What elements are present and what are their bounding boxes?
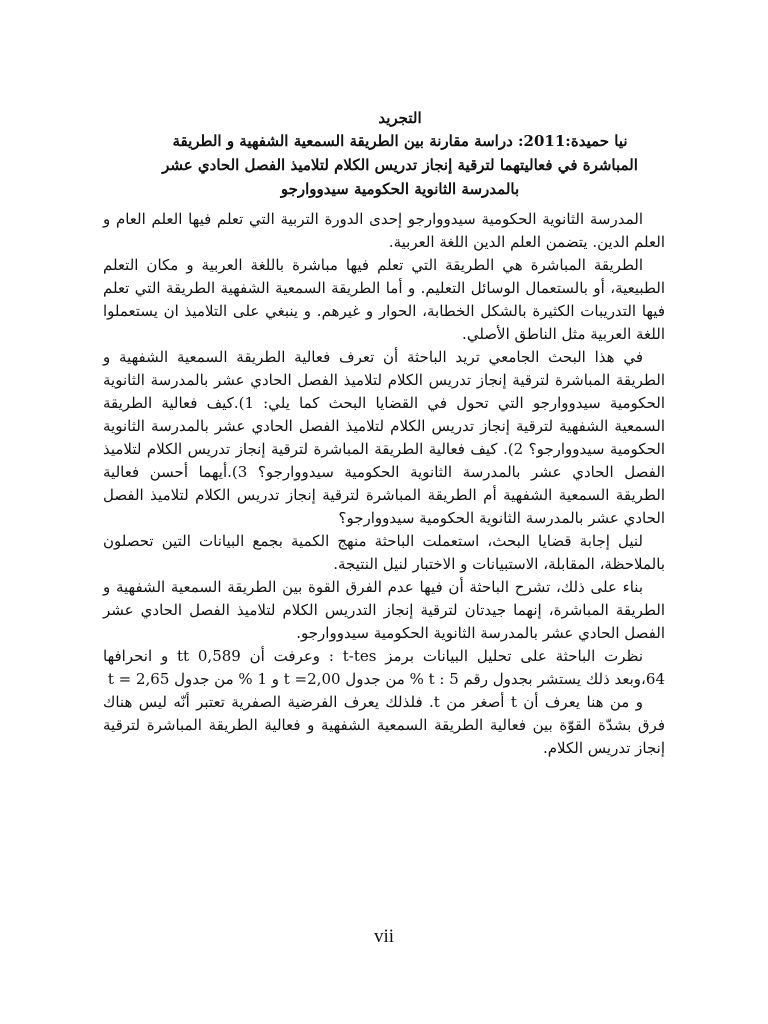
paragraph-conclusion: و من هنا يعرف أن t أصغر من t. فلذلك يعرف الفرضية الصفرية تعتبر أنّه ليس هناك فرق بشدّة القوّة بين فعالية الطريقة السمعية الشفهية و فعالية الطريقة المباشرة لترقية إنجاز تدريس الكلام. <box>103 693 665 757</box>
paragraph-school: المدرسة الثانوية الحكومية سيدووارجو إحدى الدورة التربية التي تعلم فيها العلم العام و العلم الدين. يتضمن العلم الدين اللغة العربية. <box>103 210 665 251</box>
paragraph-methodology: لنيل إجابة قضايا البحث، استعملت الباحثة منهج الكمية بجمع البيانات التين تحصلون بالملاحظة، المقابلة، الاستبيانات و الاختبار لنيل النتيجة. <box>103 532 665 573</box>
thesis-heading-line-2: المباشرة في فعاليتهما لترقية إنجاز تدريس الكلام لتلاميذ الفصل الحادي عشر <box>162 156 638 174</box>
thesis-heading-line-1: نيا حميدة:2011: دراسة مقارنة بين الطريقة السمعية الشفهية و الطريقة <box>172 132 628 150</box>
paragraph-research-questions: في هذا البحث الجامعي تريد الباحثة أن تعرف فعالية الطريقة السمعية الشفهية و الطريقة المباشرة لترقية إنجاز تدريس الكلام لتلاميذ الفصل الحادي عشر بالمدرسة الثانوية الحكومية سيدووارجو التي تحول في القضايا البحث كما يلي: 1).كيف فعالية الطريقة السمعية الشفهية لترقية إنجاز تدريس الكلام لتلاميذ الفصل الحادي عشر بالمدرسة الثانوية الحكومية سيدووارجو؟ 2). كيف فعالية الطريقة المباشرة لترقية إنجاز تدريس الكلام لتلاميذ الفصل الحادي عشر بالمدرسة الثانوية الحكومية سيدووارجو؟ 3).أيهما أحسن فعالية الطريقة السمعية الشفهية أم الطريقة المباشرة لترقية إنجاز تدريس الكلام لتلاميذ الفصل الحادي عشر بالمدرسة الثانوية الحكومية سيدووارجو؟ <box>103 348 665 527</box>
abstract-body <box>103 208 665 760</box>
thesis-heading-line-3: بالمدرسة الثانوية الحكومية سيدووارجو <box>280 180 520 198</box>
document-title: التجريد <box>378 109 422 127</box>
page-number: vii <box>373 926 395 947</box>
paragraph-findings: بناء على ذلك، تشرح الباحثة أن فيها عدم الفرق القوة بين الطريقة السمعية الشفهية و الطريقة المباشرة، إنهما جيدتان لترقية إنجاز التدريس الكلام لتلاميذ الفصل الحادي عشر الفصل الحادي عشر بالمدرسة الثانوية الحكومية سيدووارجو. <box>103 578 665 642</box>
paragraph-statistics: نظرت الباحثة على تحليل البيانات برمز t-tes : وعرفت أن 0,589 tt و انحرافها 64،وبعد ذلك يستشر بجدول رقم t : 5 % من جدول t =2,00 و 1 % من جدول t = 2,65 <box>103 647 665 688</box>
paragraph-methods: الطريقة المباشرة هي الطريقة التي تعلم فيها مباشرة باللغة العربية و مكان التعلم الطبيعية، أو بالستعمال الوسائل التعليم. و أما الطريقة السمعية الشفهية الطريقة التي تعلم فيها التدريبات الكثيرة بالشكل الخطابة، الحوار و غيرهم. و ينبغي على التلاميذ ان يستعملوا اللغة العربية مثل الناطق الأصلي. <box>103 256 665 343</box>
